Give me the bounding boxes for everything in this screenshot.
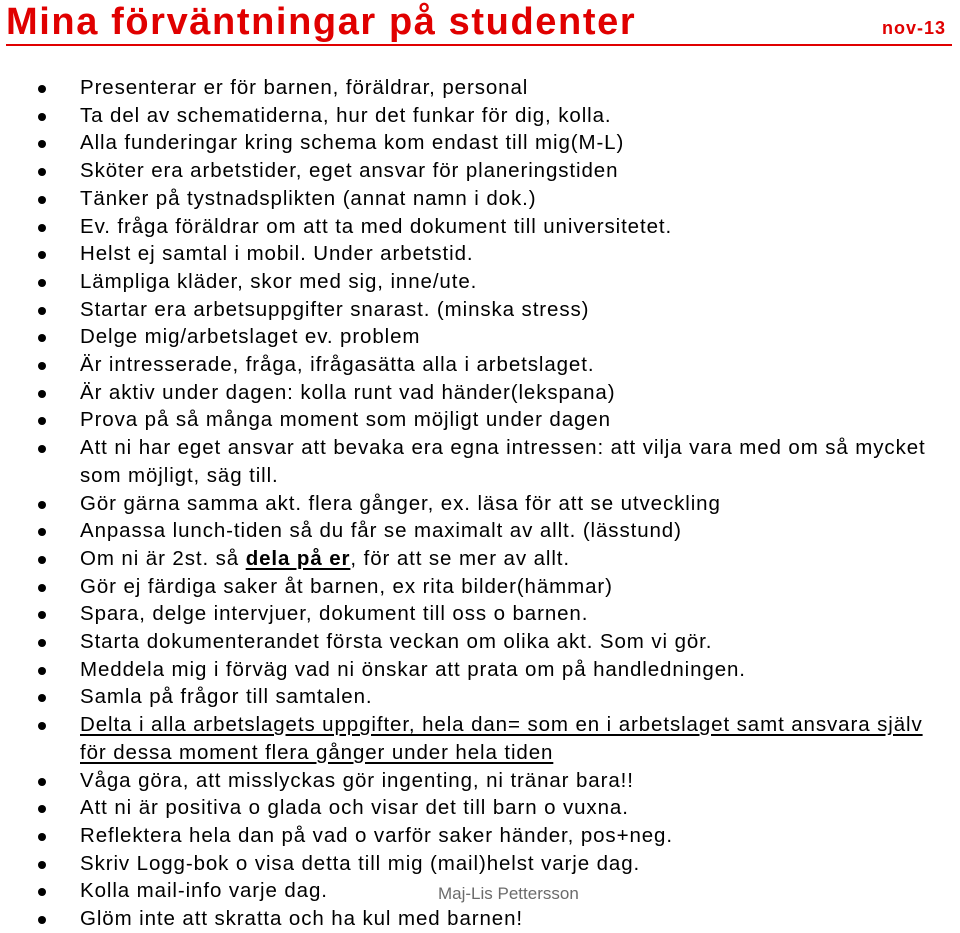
list-item-text-pre: Om ni är 2st. så xyxy=(80,546,246,570)
bullet-dot-icon xyxy=(38,722,46,730)
list-item-text: Helst ej samtal i mobil. Under arbetstid. xyxy=(80,242,474,266)
list-item-text: Gör gärna samma akt. flera gånger, ex. läsa för att se utveckling xyxy=(80,491,721,515)
list-item-text: Alla funderingar kring schema kom endast till mig(M-L) xyxy=(80,131,625,155)
list-item-text: Starta dokumenterandet första veckan om olika akt. Som vi gör. xyxy=(80,630,713,654)
bullet-dot-icon xyxy=(38,196,46,204)
bullet-dot-icon xyxy=(38,362,46,370)
bullet-dot-icon xyxy=(38,140,46,148)
list-item-text: Glöm inte att skratta och ha kul med barnen! xyxy=(80,907,523,931)
list-item-text: Är intresserade, fråga, ifrågasätta alla i arbetslaget. xyxy=(80,353,595,377)
bullet-dot-icon xyxy=(38,556,46,564)
list-item xyxy=(0,213,960,241)
bullet-dot-icon xyxy=(38,113,46,121)
list-item-text: Ta del av schematiderna, hur det funkar för dig, kolla. xyxy=(80,103,612,127)
list-item-text: Startar era arbetsuppgifter snarast. (minska stress) xyxy=(80,297,590,321)
list-item xyxy=(0,240,960,268)
bullet-dot-icon xyxy=(38,916,46,924)
title-bar xyxy=(6,0,952,46)
emphasis-text: dela på er xyxy=(245,546,351,570)
bullet-dot-icon xyxy=(38,805,46,813)
list-item xyxy=(0,822,960,850)
bullet-dot-icon xyxy=(38,861,46,869)
bullet-dot-icon xyxy=(38,445,46,453)
list-item xyxy=(0,517,960,545)
bullet-dot-icon xyxy=(38,501,46,509)
list-item-text: Delta i alla arbetslagets uppgifter, hela dan= som en i arbetslaget samt ansvara själv för dessa moment flera gånger under hela tiden xyxy=(80,713,923,764)
bullet-dot-icon xyxy=(38,833,46,841)
list-item xyxy=(0,850,960,878)
list-item-text: Lämpliga kläder, skor med sig, inne/ute. xyxy=(80,269,478,293)
list-item-text: Skriv Logg-bok o visa detta till mig (mail)helst varje dag. xyxy=(80,851,641,875)
list-item-text: Meddela mig i förväg vad ni önskar att prata om på handledningen. xyxy=(80,657,746,681)
expectations-list xyxy=(0,74,960,933)
list-item-text: Anpassa lunch-tiden så du får se maximalt av allt. (lässtund) xyxy=(80,519,682,543)
list-item-text: Prova på så många moment som möjligt under dagen xyxy=(80,408,611,432)
list-item xyxy=(0,185,960,213)
list-item xyxy=(0,268,960,296)
bullet-dot-icon xyxy=(38,224,46,232)
bullet-dot-icon xyxy=(38,694,46,702)
bullet-dot-icon xyxy=(38,667,46,675)
page-title: Mina förväntningar på studenter xyxy=(6,1,637,43)
list-item xyxy=(0,296,960,324)
bullet-dot-icon xyxy=(38,584,46,592)
list-item xyxy=(0,434,950,489)
bullet-dot-icon xyxy=(38,888,46,896)
list-item-text: Presenterar er för barnen, föräldrar, personal xyxy=(80,76,529,99)
bullet-dot-icon xyxy=(38,528,46,536)
bullet-dot-icon xyxy=(38,639,46,647)
bullet-dot-icon xyxy=(38,390,46,398)
list-item-text: Kolla mail-info varje dag. xyxy=(80,879,328,903)
list-item-text: Är aktiv under dagen: kolla runt vad händer(lekspana) xyxy=(80,380,616,404)
list-item xyxy=(0,545,960,573)
list-item xyxy=(0,683,960,711)
bullet-dot-icon xyxy=(38,168,46,176)
list-item-text-post: , för att se mer av allt. xyxy=(350,546,570,570)
list-item xyxy=(0,74,960,102)
list-item xyxy=(0,573,960,601)
list-item xyxy=(0,157,960,185)
list-item-text: Gör ej färdiga saker åt barnen, ex rita bilder(hämmar) xyxy=(80,574,613,598)
list-item-text: Att ni är positiva o glada och visar det till barn o vuxna. xyxy=(80,796,629,820)
bullet-dot-icon xyxy=(38,251,46,259)
list-item xyxy=(0,406,960,434)
list-item xyxy=(0,323,960,351)
bullet-dot-icon xyxy=(38,611,46,619)
list-item-text: Tänker på tystnadsplikten (annat namn i dok.) xyxy=(80,186,537,210)
list-item-text: Spara, delge intervjuer, dokument till oss o barnen. xyxy=(80,602,589,626)
list-item-text: Sköter era arbetstider, eget ansvar för planeringstiden xyxy=(80,159,619,183)
list-item xyxy=(0,656,960,684)
bullet-dot-icon xyxy=(38,307,46,315)
list-item xyxy=(0,794,960,822)
bullet-dot-icon xyxy=(38,279,46,287)
bullet-dot-icon xyxy=(38,334,46,342)
author-watermark: Maj-Lis Pettersson xyxy=(438,884,579,903)
list-item-text: Reflektera hela dan på vad o varför saker händer, pos+neg. xyxy=(80,823,673,847)
list-item xyxy=(0,711,950,766)
list-item-text: Samla på frågor till samtalen. xyxy=(80,685,373,709)
list-item-text: Delge mig/arbetslaget ev. problem xyxy=(80,325,421,349)
list-item xyxy=(0,129,960,157)
list-item-text: Våga göra, att misslyckas gör ingenting, ni tränar bara!! xyxy=(80,768,634,792)
list-item xyxy=(0,379,960,407)
bullet-dot-icon xyxy=(38,417,46,425)
list-item xyxy=(0,102,960,130)
list-item-text: Ev. fråga föräldrar om att ta med dokument till universitetet. xyxy=(80,214,673,238)
list-item-text: Att ni har eget ansvar att bevaka era egna intressen: att vilja vara med om så mycket som möjligt, säg till. xyxy=(80,436,926,487)
list-item xyxy=(0,767,960,795)
list-item xyxy=(0,600,960,628)
bullet-dot-icon xyxy=(38,85,46,93)
list-item xyxy=(0,351,960,379)
list-item xyxy=(0,628,960,656)
date-label: nov-13 xyxy=(881,18,946,38)
list-item xyxy=(0,490,960,518)
bullet-dot-icon xyxy=(38,778,46,786)
